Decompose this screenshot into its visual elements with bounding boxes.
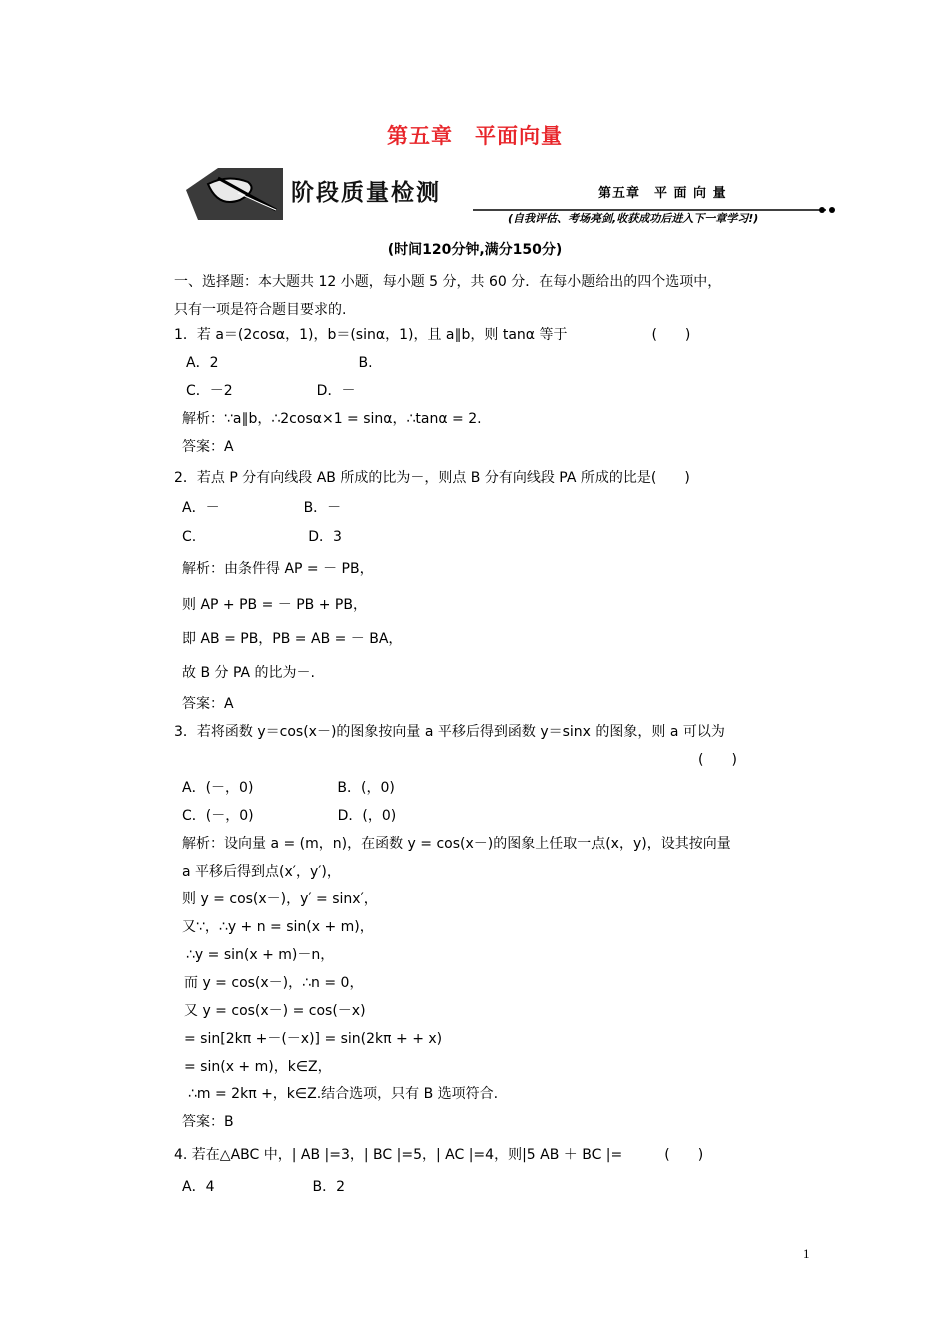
solution-line: ∴m = 2kπ +，k∈Z.结合选项，只有 B 选项符合.	[188, 1086, 499, 1102]
option-line: C. D．3	[182, 529, 342, 545]
solution-line: 又 y = cos(x－) = cos(－x)	[184, 1003, 366, 1019]
solution-line: 故 B 分 PA 的比为－.	[182, 665, 315, 681]
answer-line: 答案：B	[182, 1114, 234, 1130]
banner-heading: 阶段质量检测	[291, 180, 441, 206]
question-4: 4. 若在△ABC 中，| AB |=3，| BC |=5，| AC |=4，则|5 AB ＋ BC |= ( )	[174, 1147, 704, 1163]
solution-line: = sin[2kπ +－(－x)] = sin(2kπ + + x)	[184, 1031, 443, 1047]
banner-subtitle: (自我评估、考场亮剑,收获成功后进入下一章学习!)	[508, 212, 759, 225]
solution-line: 解析：由条件得 AP = － PB，	[182, 561, 374, 577]
solution-line: a 平移后得到点(x′，y′)，	[182, 864, 341, 880]
question-1: 1．若 a＝(2cosα，1)，b＝(sinα，1)，且 a∥b，则 tanα 等于 ( )	[174, 327, 691, 343]
answer-line: 答案：A	[182, 696, 234, 712]
option-line: A．4 B．2	[182, 1179, 345, 1195]
option-line: C．－2 D．－	[186, 383, 356, 399]
chapter-title: 第五章 平面向量	[387, 124, 563, 148]
solution-line: 而 y = cos(x－)，∴n = 0，	[184, 975, 364, 991]
solution-line: 解析：设向量 a = (m，n)，在函数 y = cos(x－)的图象上任取一点(x，y)，设其按向量	[182, 836, 731, 852]
page-number: 1	[803, 1246, 810, 1261]
solution-line: ∴y = sin(x + m)－n，	[186, 947, 335, 963]
option-line: A．2 B.	[186, 355, 373, 371]
solution-line: 解析：∵a∥b，∴2cosα×1 = sinα，∴tanα = 2.	[182, 411, 482, 427]
banner-chapter: 第五章 平 面 向 量	[598, 186, 727, 201]
text-line: 只有一项是符合题目要求的.	[174, 302, 347, 318]
solution-line: = sin(x + m)，k∈Z，	[184, 1059, 332, 1075]
question-2: 2．若点 P 分有向线段 AB 所成的比为－，则点 B 分有向线段 PA 所成的比是( )	[174, 470, 690, 486]
solution-line: 则 y = cos(x－)，y′ = sinx′，	[182, 891, 378, 907]
solution-line: 则 AP + PB = － PB + PB，	[182, 597, 367, 613]
option-line: A．－ B．－	[182, 500, 342, 516]
answer-bracket: ( )	[698, 752, 737, 768]
section-banner	[178, 160, 838, 232]
answer-line: 答案：A	[182, 439, 234, 455]
solution-line: 即 AB = PB，PB = AB = － BA，	[182, 631, 403, 647]
option-line: C．(－，0) D．(，0)	[182, 808, 397, 824]
time-note: (时间120分钟,满分150分)	[387, 242, 563, 258]
solution-line: 又∵，∴y + n = sin(x + m)，	[182, 919, 374, 935]
question-3: 3．若将函数 y＝cos(x－)的图象按向量 a 平移后得到函数 y＝sinx 的图象，则 a 可以为	[174, 724, 725, 740]
option-line: A．(－，0) B．(，0)	[182, 780, 395, 796]
section-heading: 一、选择题：本大题共 12 小题，每小题 5 分，共 60 分．在每小题给出的四个选项中，	[174, 274, 722, 290]
